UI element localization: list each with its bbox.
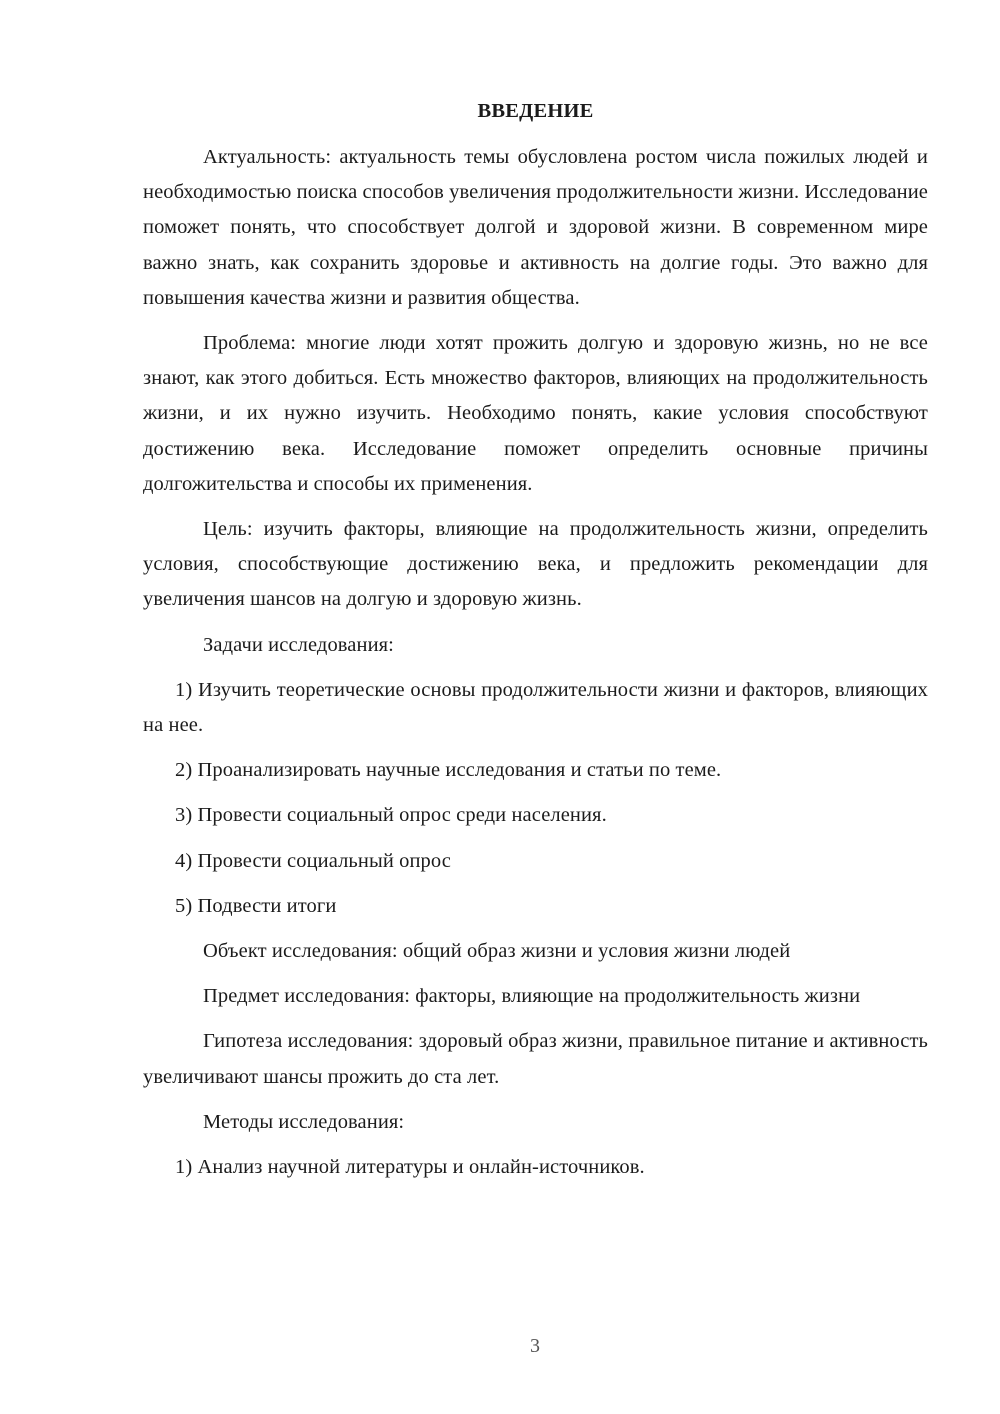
relevance-paragraph: Актуальность: актуальность темы обусловлена ростом числа пожилых людей и необходимостью поиска способов увеличения продолжительности жизни. Исследование поможет понять, что способствует долгой и здоровой жизни. В современном мире важно знать, как сохранить здоровье и активность на долгие годы. Это важно для повышения качества жизни и развития общества.: [143, 146, 928, 309]
methods-heading: Методы исследования:: [203, 1110, 405, 1133]
task-item: 1) Изучить теоретические основы продолжительности жизни и факторов, влияющих на нее.: [143, 678, 928, 737]
task-item: 3) Провести социальный опрос среди населения.: [175, 804, 607, 827]
task-item: 2) Проанализировать научные исследования и статьи по теме.: [175, 759, 722, 782]
page-content: [143, 96, 928, 1185]
object-paragraph: Объект исследования: общий образ жизни и условия жизни людей: [203, 940, 791, 963]
task-item: 5) Подвести итоги: [175, 894, 337, 917]
subject-paragraph: Предмет исследования: факторы, влияющие на продолжительность жизни: [203, 985, 861, 1008]
problem-paragraph: Проблема: многие люди хотят прожить долгую и здоровую жизнь, но не все знают, как этого добиться. Есть множество факторов, влияющих на продолжительность жизни, и их нужно изучить. Необходимо понять, какие условия способствуют достижению века. Исследование поможет определить основные причины долгожительства и способы их применения.: [143, 332, 928, 495]
section-title: ВВЕДЕНИЕ: [477, 100, 594, 122]
hypothesis-paragraph: Гипотеза исследования: здоровый образ жизни, правильное питание и активность увеличивают шансы прожить до ста лет.: [143, 1030, 928, 1088]
goal-paragraph: Цель: изучить факторы, влияющие на продолжительность жизни, определить условия, способствующие достижению века, и предложить рекомендации для увеличения шансов на долгую и здоровую жизнь.: [143, 518, 928, 611]
method-item: 1) Анализ научной литературы и онлайн-источников.: [175, 1156, 645, 1179]
tasks-heading: Задачи исследования:: [203, 633, 394, 656]
page-number: 3: [530, 1335, 540, 1357]
task-item: 4) Провести социальный опрос: [175, 849, 451, 872]
